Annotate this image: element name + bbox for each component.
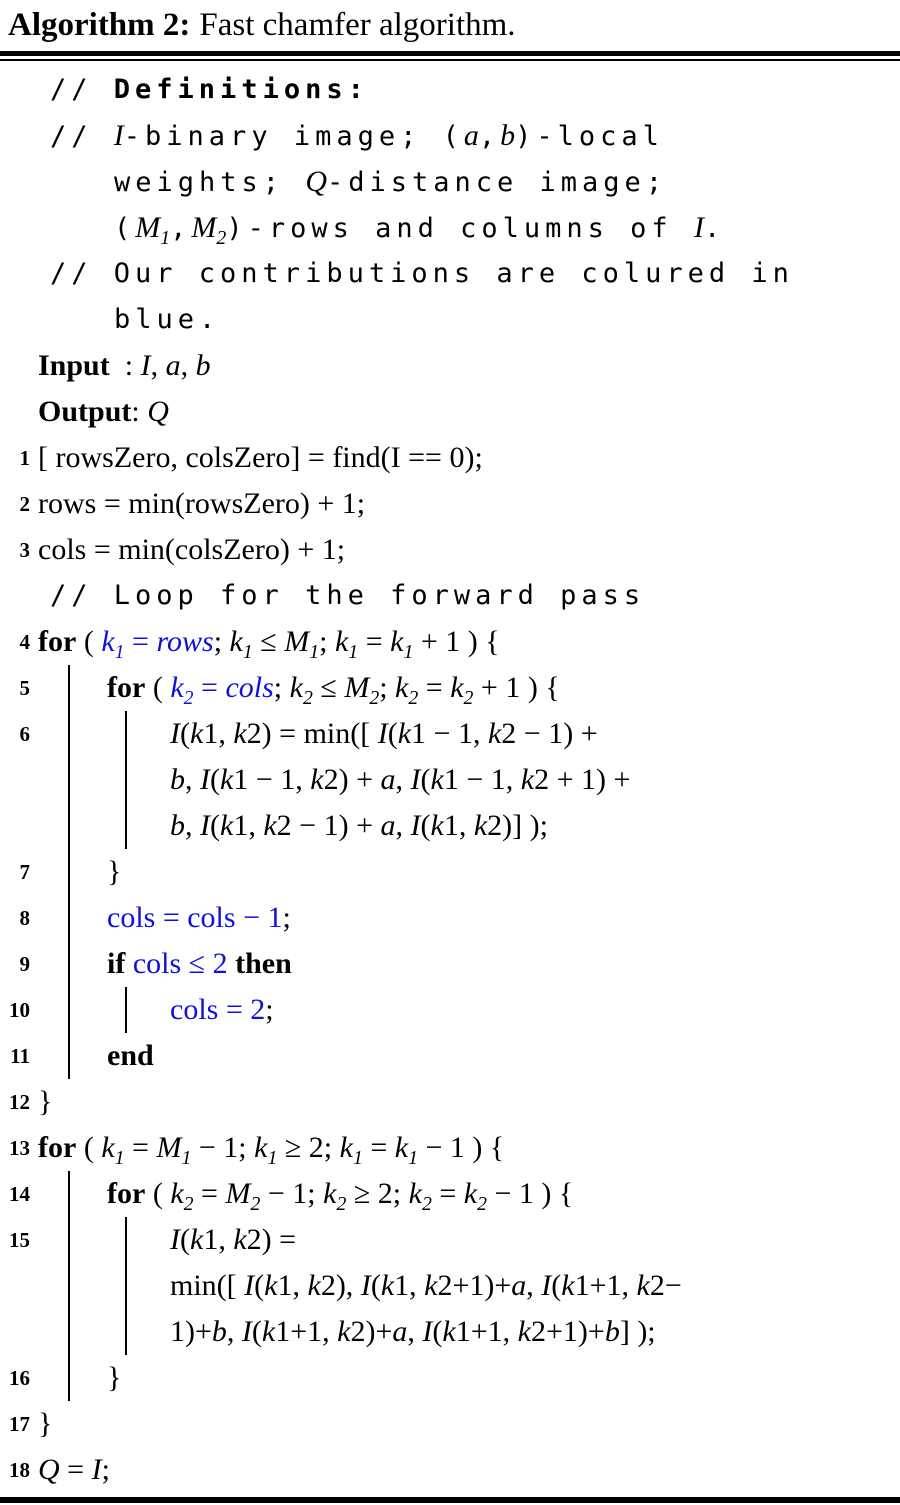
indent-bar (68, 803, 70, 849)
line-number: 14 (9, 1182, 30, 1206)
line-number: 11 (10, 1044, 30, 1068)
line-content: cols = 2; (170, 993, 274, 1026)
indent-bar (125, 1309, 127, 1355)
line-number: 5 (19, 676, 30, 700)
line-number: 4 (19, 630, 30, 654)
output (0, 389, 900, 435)
algorithm-title-label: Algorithm 2: (8, 7, 191, 43)
indent-bar (125, 1217, 127, 1263)
code-line-3 (0, 527, 900, 573)
line-content: b, I(k1, k2 − 1) + a, I(k1, k2)] ); (170, 809, 548, 842)
line-number: 13 (9, 1136, 30, 1160)
line-content: $(M_1,M_2)$-rows and columns of I. (114, 211, 726, 249)
code-line-9 (0, 941, 900, 987)
indent-bar (68, 1309, 70, 1355)
line-number: 7 (19, 860, 30, 884)
line-content: } (107, 855, 122, 888)
indent-bar (68, 941, 70, 987)
code-line-17 (0, 1401, 900, 1447)
indent-bar (68, 1217, 70, 1263)
line-content: // I-binary image; (a,b)-local (50, 119, 664, 152)
line-content: // Our contributions are colured in (50, 258, 794, 289)
algorithm-title-caption: Fast chamfer algorithm. (199, 7, 516, 43)
line-number: 15 (9, 1228, 30, 1252)
line-number: 10 (9, 998, 30, 1022)
indent-bar (125, 1263, 127, 1309)
code-line-8 (0, 895, 900, 941)
indent-bar (125, 803, 127, 849)
code-line-13 (0, 1125, 900, 1171)
line-content: rows = min(rowsZero) + 1; (38, 487, 366, 520)
line-content: blue. (114, 304, 221, 335)
comment-definitions (0, 67, 900, 113)
indent-bar (68, 711, 70, 757)
line-content: cols = cols − 1; (107, 901, 291, 934)
code-line-2 (0, 481, 900, 527)
line-6-cont-1 (0, 757, 900, 803)
line-number: 2 (19, 492, 30, 516)
line-number: 8 (19, 906, 30, 930)
code-line-16 (0, 1355, 900, 1401)
code-line-18 (0, 1447, 900, 1493)
line-number: 6 (19, 722, 30, 746)
line-content: for ( $k_2 = M_2 - 1$; $k_2 \ge 2$; $k_2 = k_2 - 1$ ) { (107, 1177, 574, 1215)
line-content: I(k1, k2) = min([ I(k1 − 1, k2 − 1) + (170, 717, 598, 750)
line-content: // Loop for the forward pass (50, 580, 646, 611)
line-number: 3 (19, 538, 30, 562)
line-number: 18 (9, 1458, 30, 1482)
line-content: Q = I; (38, 1453, 110, 1486)
indent-bar (125, 987, 127, 1033)
line-content: min([ I(k1, k2), I(k1, k2+1)+a, I(k1+1, k2− (170, 1269, 682, 1302)
indent-bar (125, 711, 127, 757)
code-line-10 (0, 987, 900, 1033)
indent-bar (68, 1355, 70, 1401)
indent-bar (68, 895, 70, 941)
line-content: for ( $k_1$ = rows; $k_1 \le M_1$; $k_1 = k_1 + 1$ ) { (38, 625, 500, 663)
comment-contrib-2 (0, 297, 900, 343)
line-content: [ rowsZero, colsZero] = find(I == 0); (38, 441, 483, 474)
indent-bar (125, 757, 127, 803)
line-15-cont-2 (0, 1309, 900, 1355)
line-content: } (107, 1361, 122, 1394)
algorithm-header (0, 0, 900, 51)
line-number: 16 (9, 1366, 30, 1390)
line-number: 9 (19, 952, 30, 976)
code-line-6 (0, 711, 900, 757)
line-content: cols = min(colsZero) + 1; (38, 533, 346, 566)
indent-bar (68, 1033, 70, 1079)
line-content: Output: Q (38, 395, 169, 428)
line-content: weights; Q-distance image; (114, 165, 668, 198)
indent-bar (68, 665, 70, 711)
line-content: 1)+b, I(k1+1, k2)+a, I(k1+1, k2+1)+b] ); (170, 1315, 656, 1348)
line-6-cont-2 (0, 803, 900, 849)
bottom-rule (0, 1497, 900, 1503)
indent-bar (68, 1171, 70, 1217)
line-content: Input : I, a, b (38, 349, 211, 382)
code-line-12 (0, 1079, 900, 1125)
line-number: 12 (9, 1090, 30, 1114)
code-line-15 (0, 1217, 900, 1263)
algorithm-body (0, 61, 900, 1493)
header-rule (0, 51, 900, 61)
code-line-7 (0, 849, 900, 895)
line-content: // Definitions: (50, 74, 369, 105)
indent-bar (68, 1263, 70, 1309)
line-content: I(k1, k2) = (170, 1223, 297, 1256)
code-line-11 (0, 1033, 900, 1079)
line-15-cont-1 (0, 1263, 900, 1309)
comment-defs-body-3 (0, 205, 900, 251)
code-line-14 (0, 1171, 900, 1217)
input (0, 343, 900, 389)
indent-bar (68, 757, 70, 803)
indent-bar (68, 849, 70, 895)
code-line-4 (0, 619, 900, 665)
line-number: 17 (9, 1412, 30, 1436)
line-content: } (38, 1407, 53, 1440)
line-number: 1 (19, 446, 30, 470)
comment-defs-body-2 (0, 159, 900, 205)
line-content: b, I(k1 − 1, k2) + a, I(k1 − 1, k2 + 1) + (170, 763, 631, 796)
code-line-5 (0, 665, 900, 711)
code-line-1 (0, 435, 900, 481)
line-content: for ( $k_1 = M_1 - 1$; $k_1 \ge 2$; $k_1 = k_1 - 1$ ) { (38, 1131, 505, 1169)
indent-bar (68, 987, 70, 1033)
comment-forward-loop (0, 573, 900, 619)
comment-contrib-1 (0, 251, 900, 297)
line-content: end (107, 1039, 154, 1072)
line-content: for ( $k_2$ = cols; $k_2 \le M_2$; $k_2 = k_2 + 1$ ) { (107, 671, 560, 709)
line-content: } (38, 1085, 53, 1118)
line-content: if cols ≤ 2 then (107, 947, 292, 980)
comment-defs-body-1 (0, 113, 900, 159)
